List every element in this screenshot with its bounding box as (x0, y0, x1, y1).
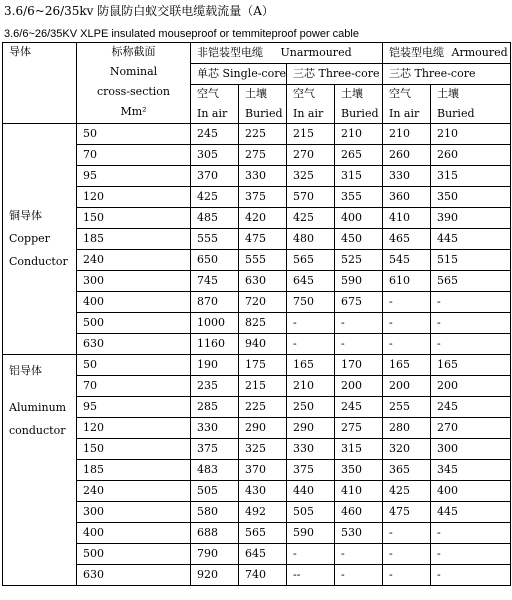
ampacity-cell: 580 (191, 502, 239, 523)
ampacity-cell: 740 (239, 565, 287, 586)
buried-header (335, 85, 383, 124)
ampacity-cell: 315 (335, 439, 383, 460)
ampacity-cell: 590 (287, 523, 335, 544)
ampacity-cell: 280 (383, 418, 431, 439)
section-header-en2: cross-section (96, 85, 170, 98)
section-header-cn: 标称截面 (111, 45, 156, 58)
cross-section-cell: 240 (77, 481, 191, 502)
ampacity-cell: - (383, 334, 431, 355)
air-header-en: In air (389, 107, 420, 120)
ampacity-cell: 492 (239, 502, 287, 523)
ampacity-cell: 165 (383, 355, 431, 376)
ampacity-cell: 350 (431, 187, 511, 208)
section-header-en1: Nominal (109, 65, 158, 78)
ampacity-table (2, 42, 511, 586)
cross-section-cell: 95 (77, 397, 191, 418)
ampacity-cell: 390 (431, 208, 511, 229)
ampacity-cell: 355 (335, 187, 383, 208)
ampacity-cell: 630 (239, 271, 287, 292)
ampacity-cell: 275 (239, 145, 287, 166)
ampacity-cell: - (335, 313, 383, 334)
ampacity-cell: 165 (431, 355, 511, 376)
ampacity-cell: 475 (383, 502, 431, 523)
ampacity-cell: 590 (335, 271, 383, 292)
armoured-header-cn: 铠装型电缆 (389, 46, 444, 59)
ampacity-cell: 688 (191, 523, 239, 544)
table-row (3, 523, 511, 544)
ampacity-cell: 440 (287, 481, 335, 502)
cross-section-cell: 120 (77, 187, 191, 208)
three-core-header: 三芯 Three-core (287, 64, 383, 85)
ampacity-cell: 645 (287, 271, 335, 292)
ampacity-cell: 525 (335, 250, 383, 271)
cross-section-cell: 630 (77, 565, 191, 586)
ampacity-cell: 420 (239, 208, 287, 229)
air-header-en: In air (293, 107, 324, 120)
conductor-group-name-cn: 铝导体 (9, 364, 42, 377)
ampacity-cell: 370 (239, 460, 287, 481)
cross-section-cell: 150 (77, 208, 191, 229)
ampacity-cell: 200 (335, 376, 383, 397)
conductor-group-label (3, 355, 77, 586)
ampacity-cell: 750 (287, 292, 335, 313)
ampacity-cell: 480 (287, 229, 335, 250)
ampacity-cell: 170 (335, 355, 383, 376)
ampacity-cell: 400 (431, 481, 511, 502)
ampacity-cell: 325 (287, 166, 335, 187)
unarmoured-header-en: Unarmoured (280, 46, 352, 59)
three-core-armoured-header: 三芯 Three-core (383, 64, 511, 85)
ampacity-cell: 445 (431, 229, 511, 250)
cross-section-cell: 150 (77, 439, 191, 460)
ampacity-cell: -- (287, 565, 335, 586)
ampacity-cell: - (383, 544, 431, 565)
table-row (3, 502, 511, 523)
ampacity-cell: 410 (383, 208, 431, 229)
conductor-group-name-cn: 铜导体 (9, 209, 42, 222)
ampacity-cell: 215 (287, 124, 335, 145)
ampacity-cell: 430 (239, 481, 287, 502)
ampacity-cell: 555 (191, 229, 239, 250)
unarmoured-header-cn: 非铠装型电缆 (197, 46, 263, 59)
ampacity-cell: 425 (191, 187, 239, 208)
ampacity-cell: - (431, 544, 511, 565)
air-header-en: In air (197, 107, 228, 120)
cross-section-cell: 500 (77, 313, 191, 334)
ampacity-cell: 920 (191, 565, 239, 586)
armoured-header-en: Armoured (451, 46, 508, 59)
cross-section-cell: 630 (77, 334, 191, 355)
ampacity-cell: 645 (239, 544, 287, 565)
ampacity-cell: - (287, 334, 335, 355)
table-row (3, 460, 511, 481)
ampacity-cell: 610 (383, 271, 431, 292)
ampacity-cell: 260 (383, 145, 431, 166)
table-row (3, 250, 511, 271)
conductor-group-name-en1: Aluminum (9, 401, 67, 414)
ampacity-cell: 325 (239, 439, 287, 460)
ampacity-cell: - (431, 313, 511, 334)
buried-header (239, 85, 287, 124)
table-row (3, 271, 511, 292)
ampacity-cell: 305 (191, 145, 239, 166)
cross-section-cell: 400 (77, 523, 191, 544)
buried-header-cn: 土壤 (437, 87, 459, 100)
cross-section-cell: 50 (77, 355, 191, 376)
ampacity-cell: 245 (335, 397, 383, 418)
ampacity-cell: - (383, 292, 431, 313)
table-row (3, 292, 511, 313)
ampacity-cell: 360 (383, 187, 431, 208)
ampacity-cell: - (431, 565, 511, 586)
ampacity-cell: 565 (239, 523, 287, 544)
cross-section-cell: 70 (77, 145, 191, 166)
single-core-header: 单芯 Single-core (191, 64, 287, 85)
ampacity-cell: 255 (383, 397, 431, 418)
cross-section-cell: 300 (77, 502, 191, 523)
ampacity-cell: 320 (383, 439, 431, 460)
ampacity-cell: 330 (239, 166, 287, 187)
table-row (3, 439, 511, 460)
ampacity-cell: - (287, 544, 335, 565)
table-title-chinese: 3.6/6~26/35kv 防鼠防白蚁交联电缆载流量（A） (4, 4, 274, 18)
ampacity-cell: 650 (191, 250, 239, 271)
ampacity-cell: - (287, 313, 335, 334)
header-row-1 (3, 43, 511, 64)
ampacity-cell: 485 (191, 208, 239, 229)
ampacity-cell: 330 (383, 166, 431, 187)
ampacity-cell: 200 (383, 376, 431, 397)
ampacity-cell: 465 (383, 229, 431, 250)
ampacity-cell: 315 (431, 166, 511, 187)
table-row (3, 565, 511, 586)
ampacity-cell: 175 (239, 355, 287, 376)
ampacity-cell: - (431, 292, 511, 313)
ampacity-cell: 245 (191, 124, 239, 145)
air-header-cn: 空气 (389, 87, 411, 100)
ampacity-cell: 200 (431, 376, 511, 397)
ampacity-cell: 410 (335, 481, 383, 502)
ampacity-cell: 1160 (191, 334, 239, 355)
ampacity-cell: 460 (335, 502, 383, 523)
cross-section-cell: 240 (77, 250, 191, 271)
ampacity-cell: 530 (335, 523, 383, 544)
ampacity-cell: 483 (191, 460, 239, 481)
cross-section-cell: 400 (77, 292, 191, 313)
table-row (3, 313, 511, 334)
ampacity-cell: 210 (431, 124, 511, 145)
ampacity-cell: 330 (287, 439, 335, 460)
table-row (3, 124, 511, 145)
ampacity-cell: 225 (239, 124, 287, 145)
ampacity-cell: 210 (383, 124, 431, 145)
cross-section-cell: 50 (77, 124, 191, 145)
ampacity-cell: 330 (191, 418, 239, 439)
ampacity-cell: - (335, 544, 383, 565)
ampacity-cell: 370 (191, 166, 239, 187)
ampacity-cell: 515 (431, 250, 511, 271)
cross-section-cell: 500 (77, 544, 191, 565)
ampacity-cell: 245 (431, 397, 511, 418)
cross-section-cell: 70 (77, 376, 191, 397)
table-row (3, 229, 511, 250)
conductor-group-name-en2: Conductor (9, 255, 68, 268)
ampacity-cell: - (431, 523, 511, 544)
section-header-unit: Mm² (120, 105, 147, 118)
cross-section-cell: 185 (77, 460, 191, 481)
ampacity-cell: 225 (239, 397, 287, 418)
ampacity-cell: 250 (287, 397, 335, 418)
ampacity-cell: 215 (239, 376, 287, 397)
ampacity-cell: - (431, 334, 511, 355)
in-air-header (191, 85, 239, 124)
section-header (77, 43, 191, 124)
ampacity-cell: 265 (335, 145, 383, 166)
ampacity-cell: 425 (287, 208, 335, 229)
ampacity-cell: 675 (335, 292, 383, 313)
conductor-group-name-en1: Copper (9, 232, 50, 245)
ampacity-cell: 345 (431, 460, 511, 481)
table-row (3, 397, 511, 418)
table-title-english: 3.6/6~26/35KV XLPE insulated mouseproof or temmiteproof power cable (4, 28, 359, 40)
ampacity-cell: - (383, 523, 431, 544)
conductor-header: 导体 (3, 43, 77, 124)
ampacity-cell: 450 (335, 229, 383, 250)
ampacity-cell: 270 (431, 418, 511, 439)
air-header-cn: 空气 (293, 87, 315, 100)
ampacity-cell: 210 (335, 124, 383, 145)
table-row (3, 208, 511, 229)
cross-section-cell: 95 (77, 166, 191, 187)
ampacity-cell: 375 (239, 187, 287, 208)
buried-header (431, 85, 511, 124)
ampacity-cell: - (383, 313, 431, 334)
table-row (3, 355, 511, 376)
buried-header-cn: 土壤 (341, 87, 363, 100)
ampacity-cell: 375 (287, 460, 335, 481)
table-row (3, 166, 511, 187)
ampacity-cell: 350 (335, 460, 383, 481)
ampacity-cell: 505 (191, 481, 239, 502)
ampacity-cell: 400 (335, 208, 383, 229)
table-row (3, 418, 511, 439)
ampacity-cell: 475 (239, 229, 287, 250)
air-header-cn: 空气 (197, 87, 219, 100)
cross-section-cell: 120 (77, 418, 191, 439)
ampacity-cell: 940 (239, 334, 287, 355)
ampacity-cell: 445 (431, 502, 511, 523)
buried-header-en: Buried (437, 107, 475, 120)
table-row (3, 544, 511, 565)
ampacity-cell: 235 (191, 376, 239, 397)
in-air-header (287, 85, 335, 124)
ampacity-cell: 825 (239, 313, 287, 334)
ampacity-cell: 570 (287, 187, 335, 208)
table-row (3, 334, 511, 355)
unarmoured-header (191, 43, 383, 64)
buried-header-cn: 土壤 (245, 87, 267, 100)
ampacity-cell: 505 (287, 502, 335, 523)
ampacity-cell: - (335, 334, 383, 355)
ampacity-cell: 315 (335, 166, 383, 187)
ampacity-cell: 275 (335, 418, 383, 439)
ampacity-cell: 270 (287, 145, 335, 166)
cross-section-cell: 300 (77, 271, 191, 292)
ampacity-cell: - (383, 565, 431, 586)
table-row (3, 145, 511, 166)
table-row (3, 376, 511, 397)
ampacity-cell: 555 (239, 250, 287, 271)
ampacity-cell: 745 (191, 271, 239, 292)
ampacity-cell: 260 (431, 145, 511, 166)
ampacity-cell: 790 (191, 544, 239, 565)
ampacity-cell: 290 (239, 418, 287, 439)
armoured-header (383, 43, 511, 64)
cross-section-cell: 185 (77, 229, 191, 250)
buried-header-en: Buried (245, 107, 283, 120)
ampacity-cell: 165 (287, 355, 335, 376)
ampacity-cell: 285 (191, 397, 239, 418)
table-row (3, 187, 511, 208)
ampacity-cell: - (335, 565, 383, 586)
ampacity-cell: 565 (431, 271, 511, 292)
ampacity-cell: 1000 (191, 313, 239, 334)
ampacity-cell: 190 (191, 355, 239, 376)
ampacity-cell: 545 (383, 250, 431, 271)
table-row (3, 481, 511, 502)
ampacity-cell: 300 (431, 439, 511, 460)
ampacity-cell: 425 (383, 481, 431, 502)
conductor-group-name-en2: conductor (9, 424, 66, 437)
conductor-group-label (3, 124, 77, 355)
ampacity-cell: 720 (239, 292, 287, 313)
ampacity-cell: 210 (287, 376, 335, 397)
in-air-header (383, 85, 431, 124)
buried-header-en: Buried (341, 107, 379, 120)
ampacity-cell: 870 (191, 292, 239, 313)
ampacity-cell: 375 (191, 439, 239, 460)
ampacity-cell: 365 (383, 460, 431, 481)
ampacity-cell: 290 (287, 418, 335, 439)
ampacity-cell: 565 (287, 250, 335, 271)
